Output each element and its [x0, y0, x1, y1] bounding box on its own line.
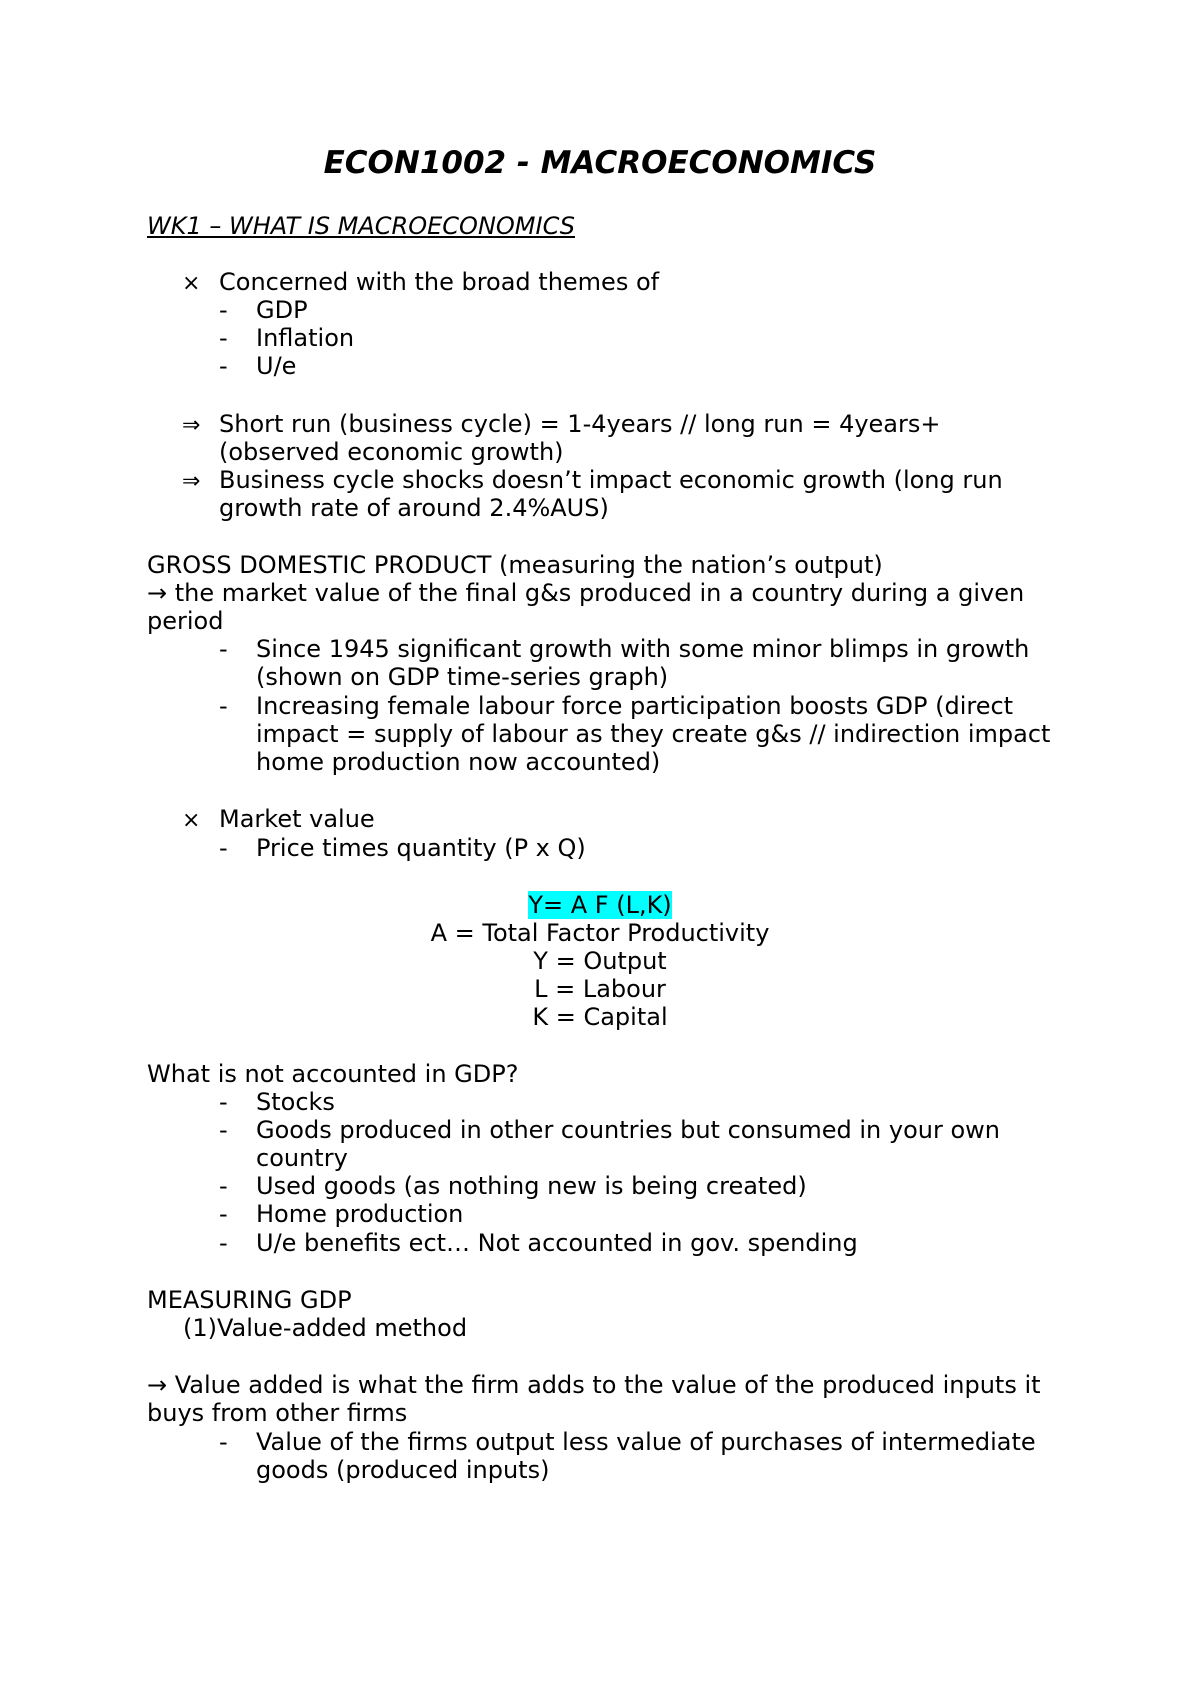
dash-marker: - — [219, 1172, 228, 1200]
dash-marker: - — [219, 1229, 228, 1257]
market-value-subitem: Price times quantity (P x Q) — [256, 834, 586, 862]
implies-arrow-icon: ⇒ — [182, 413, 201, 438]
cross-bullet-icon: × — [182, 808, 201, 833]
market-value-bullet: Market value — [219, 805, 375, 833]
dash-marker: - — [219, 1200, 228, 1228]
dash-marker: - — [219, 692, 228, 720]
formula-equation: Y= A F (L,K) — [528, 891, 672, 919]
not-accounted-item: Used goods (as nothing new is being created) — [256, 1172, 807, 1200]
not-accounted-item: Stocks — [256, 1088, 335, 1116]
measuring-point-line: goods (produced inputs) — [256, 1456, 550, 1484]
not-accounted-heading: What is not accounted in GDP? — [147, 1060, 519, 1088]
arrow-point-line: Business cycle shocks doesn’t impact economic growth (long run — [219, 466, 1003, 494]
gdp-point-line: impact = supply of labour as they create g&s // indirection impact — [256, 720, 1051, 748]
formula-line: K = Capital — [532, 1003, 668, 1031]
gdp-definition-line: period — [147, 607, 224, 635]
week-heading: WK1 – WHAT IS MACROECONOMICS — [147, 212, 576, 240]
measuring-definition-line — [147, 1371, 1041, 1399]
dash-marker: - — [219, 296, 228, 324]
dash-marker: - — [219, 352, 228, 380]
measuring-definition-text: Value added is what the firm adds to the value of the produced inputs it — [174, 1371, 1041, 1399]
arrow-point-line: growth rate of around 2.4%AUS) — [219, 494, 609, 522]
document-title: ECON1002 - MACROECONOMICS — [323, 145, 877, 181]
gdp-point-line: home production now accounted) — [256, 748, 661, 776]
formula-line: A = Total Factor Productivity — [430, 919, 770, 947]
gdp-definition-text: the market value of the final g&s produced in a country during a given — [174, 579, 1025, 607]
measuring-definition-line: buys from other firms — [147, 1399, 408, 1427]
formula-line: L = Labour — [534, 975, 666, 1003]
formula-equation-row — [0, 891, 1200, 919]
measuring-method: (1)Value-added method — [183, 1314, 468, 1342]
arrow-point-line: Short run (business cycle) = 1-4years // long run = 4years+ — [219, 410, 941, 438]
not-accounted-item: Home production — [256, 1200, 464, 1228]
dash-marker: - — [219, 324, 228, 352]
measuring-heading: MEASURING GDP — [147, 1286, 352, 1314]
cross-bullet-icon: × — [182, 271, 201, 296]
implies-arrow-icon: ⇒ — [182, 469, 201, 494]
gdp-definition-line — [147, 579, 1024, 607]
dash-marker: - — [219, 635, 228, 663]
gdp-point-line: Increasing female labour force participation boosts GDP (direct — [256, 692, 1014, 720]
dash-marker: - — [219, 1088, 228, 1116]
gdp-heading: GROSS DOMESTIC PRODUCT (measuring the nation’s output) — [147, 551, 883, 579]
dash-marker: - — [219, 1116, 228, 1144]
formula-line: Y = Output — [533, 947, 667, 975]
not-accounted-item: U/e benefits ect… Not accounted in gov. spending — [256, 1229, 858, 1257]
intro-bullet: Concerned with the broad themes of — [219, 268, 660, 296]
intro-subitem: U/e — [256, 352, 297, 380]
right-arrow-icon: → — [147, 579, 168, 607]
measuring-point-line: Value of the firms output less value of purchases of intermediate — [256, 1428, 1036, 1456]
gdp-point-line: (shown on GDP time-series graph) — [256, 663, 669, 691]
intro-subitem: GDP — [256, 296, 308, 324]
arrow-point-line: (observed economic growth) — [219, 438, 564, 466]
dash-marker: - — [219, 1428, 228, 1456]
not-accounted-item: country — [256, 1144, 348, 1172]
right-arrow-icon: → — [147, 1371, 168, 1399]
intro-subitem: Inflation — [256, 324, 355, 352]
dash-marker: - — [219, 834, 228, 862]
not-accounted-item: Goods produced in other countries but consumed in your own — [256, 1116, 1000, 1144]
gdp-point-line: Since 1945 significant growth with some minor blimps in growth — [256, 635, 1030, 663]
